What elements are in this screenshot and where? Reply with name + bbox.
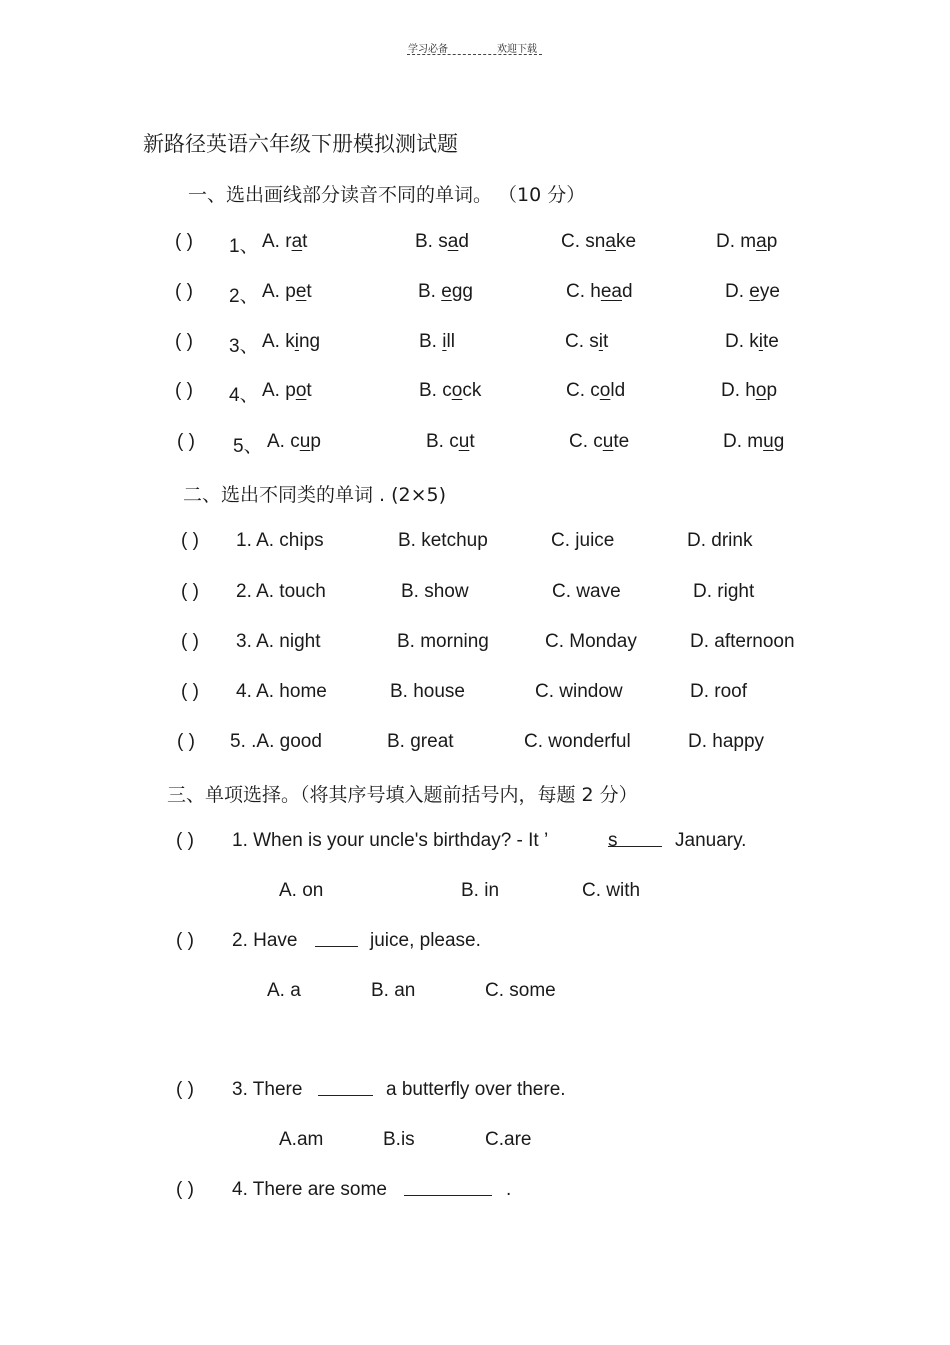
s1-q4-num: 4、 xyxy=(229,385,259,406)
s1-q4-option-d: D. hop xyxy=(721,380,778,401)
s2-q5-option-d: D. happy xyxy=(688,731,765,752)
s2-q4-paren[interactable]: ( ) xyxy=(181,681,199,702)
s1-q5-num: 5、 xyxy=(233,436,263,457)
s1-q5-option-b: B. cut xyxy=(426,431,475,452)
s3-q4-paren[interactable]: ( ) xyxy=(176,1179,194,1200)
s2-q3-option-a: 3. A. night xyxy=(236,631,321,652)
s3-q2-option-a: A. a xyxy=(267,980,301,1001)
s3-q3-blank[interactable] xyxy=(318,1079,373,1102)
s3-q3-option-b: B.is xyxy=(383,1129,415,1150)
s2-q1-option-d: D. drink xyxy=(687,530,753,551)
s3-q2-blank[interactable] xyxy=(315,930,358,953)
s3-q4-blank[interactable] xyxy=(404,1179,492,1202)
s3-q1-stem: 1. When is your uncle's birthday? - It ’ xyxy=(232,830,549,851)
s2-q2-option-d: D. right xyxy=(693,581,755,602)
s1-q2-option-d: D. eye xyxy=(725,281,780,302)
s2-q1-option-b: B. ketchup xyxy=(398,530,488,551)
s2-q4-option-d: D. roof xyxy=(690,681,748,702)
section2-heading: 二、选出不同类的单词 . (2×5) xyxy=(183,484,447,506)
section1-heading: 一、选出画线部分读音不同的单词。 （10 分） xyxy=(188,184,586,206)
s3-q3-stem-end: a butterfly over there. xyxy=(386,1079,566,1100)
s1-q5-option-c: C. cute xyxy=(569,431,630,452)
s2-q4-option-b: B. house xyxy=(390,681,465,702)
page-title: 新路径英语六年级下册模拟测试题 xyxy=(143,132,458,156)
s3-q2-paren[interactable]: ( ) xyxy=(176,930,194,951)
s3-q3-option-a: A.am xyxy=(279,1129,324,1150)
s2-q3-paren[interactable]: ( ) xyxy=(181,631,199,652)
s3-q2-option-c: C. some xyxy=(485,980,556,1001)
s1-q2-option-c: C. head xyxy=(566,281,633,302)
s1-q3-option-b: B. ill xyxy=(419,331,455,352)
s1-q5-option-a: A. cup xyxy=(267,431,321,452)
s3-q1-option-c: C. with xyxy=(582,880,641,901)
s1-q3-option-d: D. kite xyxy=(725,331,779,352)
s1-q2-num: 2、 xyxy=(229,286,259,307)
s3-q1-paren[interactable]: ( ) xyxy=(176,830,194,851)
s1-q2-option-a: A. pet xyxy=(262,281,312,302)
s2-q5-option-b: B. great xyxy=(387,731,454,752)
s2-q5-paren[interactable]: ( ) xyxy=(177,731,195,752)
s2-q2-paren[interactable]: ( ) xyxy=(181,581,199,602)
s2-q4-option-a: 4. A. home xyxy=(236,681,327,702)
section3-heading: 三、单项选择。（将其序号填入题前括号内，每题 2 分） xyxy=(167,784,638,806)
s1-q1-option-d: D. map xyxy=(716,231,778,252)
s3-q2-option-b: B. an xyxy=(371,980,416,1001)
header-right-text: 欢迎下载 xyxy=(497,44,537,55)
s2-q1-paren[interactable]: ( ) xyxy=(181,530,199,551)
s1-q2-option-b: B. egg xyxy=(418,281,473,302)
s2-q3-option-c: C. Monday xyxy=(545,631,637,652)
s3-q3-stem: 3. There xyxy=(232,1079,303,1100)
s2-q2-option-b: B. show xyxy=(401,581,469,602)
s2-q2-option-a: 2. A. touch xyxy=(236,581,326,602)
s1-q5-paren[interactable]: ( ) xyxy=(177,431,195,452)
s2-q1-option-c: C. juice xyxy=(551,530,615,551)
s2-q4-option-c: C. window xyxy=(535,681,623,702)
s1-q1-option-b: B. sad xyxy=(415,231,469,252)
s3-q1-option-b: B. in xyxy=(461,880,500,901)
s3-q4-stem-end: . xyxy=(506,1179,512,1200)
s2-q1-option-a: 1. A. chips xyxy=(236,530,324,551)
s1-q3-option-a: A. king xyxy=(262,331,321,352)
s1-q1-paren[interactable]: ( ) xyxy=(175,231,193,252)
s3-q1-option-a: A. on xyxy=(279,880,324,901)
s3-q1-stem-end: January. xyxy=(675,830,747,851)
s3-q1-blank[interactable] xyxy=(608,830,662,852)
s3-q2-stem-end: juice, please. xyxy=(370,930,481,951)
s1-q1-option-a: A. rat xyxy=(262,231,308,252)
s3-q1-blank-text: s xyxy=(608,830,618,851)
s1-q4-option-a: A. pot xyxy=(262,380,312,401)
s1-q3-paren[interactable]: ( ) xyxy=(175,331,193,352)
s2-q3-option-d: D. afternoon xyxy=(690,631,795,652)
header-divider xyxy=(407,54,542,55)
s1-q4-paren[interactable]: ( ) xyxy=(175,380,193,401)
s1-q4-option-b: B. cock xyxy=(419,380,482,401)
s1-q3-option-c: C. sit xyxy=(565,331,609,352)
s1-q5-option-d: D. mug xyxy=(723,431,785,452)
s1-q1-num: 1、 xyxy=(229,236,259,257)
s1-q2-paren[interactable]: ( ) xyxy=(175,281,193,302)
s1-q4-option-c: C. cold xyxy=(566,380,626,401)
s2-q5-option-a: 5. .A. good xyxy=(230,731,322,752)
s3-q3-option-c: C.are xyxy=(485,1129,532,1150)
s2-q3-option-b: B. morning xyxy=(397,631,489,652)
s3-q3-paren[interactable]: ( ) xyxy=(176,1079,194,1100)
s1-q3-num: 3、 xyxy=(229,336,259,357)
s1-q1-option-c: C. snake xyxy=(561,231,637,252)
s3-q2-stem: 2. Have xyxy=(232,930,298,951)
s2-q2-option-c: C. wave xyxy=(552,581,621,602)
s2-q5-option-c: C. wonderful xyxy=(524,731,631,752)
header-left-text: 学习必备 xyxy=(408,44,448,55)
s3-q4-stem: 4. There are some xyxy=(232,1179,387,1200)
